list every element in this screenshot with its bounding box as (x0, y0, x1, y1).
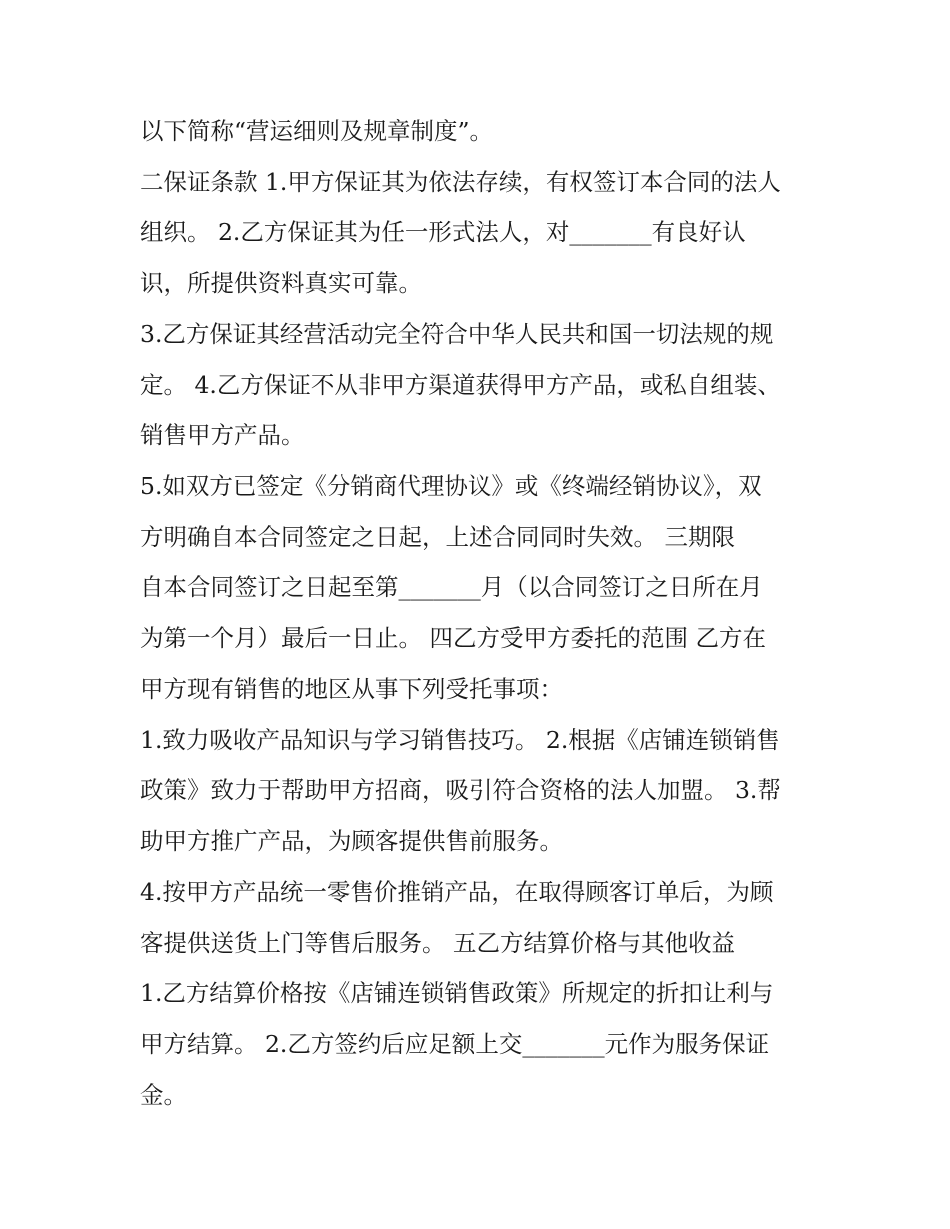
text-line: 5.如双方已签定《分销商代理协议》或《终端经销协议》，双 (140, 472, 762, 500)
text-line: 以下简称“营运细则及规章制度”。 (140, 117, 494, 145)
text-line: 甲方结算。 2.乙方签约后应足额上交_______元作为服务保证 (140, 1030, 770, 1058)
text-line: 销售甲方产品。 (140, 421, 305, 449)
text-line: 为第一个月）最后一日止。 四乙方受甲方委托的范围 乙方在 (140, 624, 766, 652)
text-line: 自本合同签订之日起至第_______月（以合同签订之日所在月 (140, 573, 763, 601)
text-line: 政策》致力于帮助甲方招商，吸引符合资格的法人加盟。 3.帮 (140, 776, 781, 804)
text-line: 助甲方推广产品，为顾客提供售前服务。 (140, 827, 563, 855)
text-line: 甲方现有销售的地区从事下列受托事项： (140, 675, 563, 703)
text-line: 4.按甲方产品统一零售价推销产品，在取得顾客订单后，为顾 (140, 878, 774, 906)
text-line: 组织。 2.乙方保证其为任一形式法人，对_______有良好认 (140, 218, 746, 246)
text-line: 二保证条款 1.甲方保证其为依法存续，有权签订本合同的法人 (140, 168, 781, 196)
text-line: 方明确自本合同签定之日起，上述合同同时失效。 三期限 (140, 523, 735, 551)
text-line: 3.乙方保证其经营活动完全符合中华人民共和国一切法规的规 (140, 320, 774, 348)
text-line: 1.致力吸收产品知识与学习销售技巧。 2.根据《店铺连锁销售 (140, 726, 780, 754)
text-line: 1.乙方结算价格按《店铺连锁销售政策》所规定的折扣让利与 (140, 979, 774, 1007)
text-line: 识，所提供资料真实可靠。 (140, 269, 422, 297)
text-line: 定。 4.乙方保证不从非甲方渠道获得甲方产品，或私自组装、 (140, 371, 781, 399)
text-line: 客提供送货上门等售后服务。 五乙方结算价格与其他收益 (140, 929, 735, 957)
text-line: 金。 (140, 1081, 187, 1109)
